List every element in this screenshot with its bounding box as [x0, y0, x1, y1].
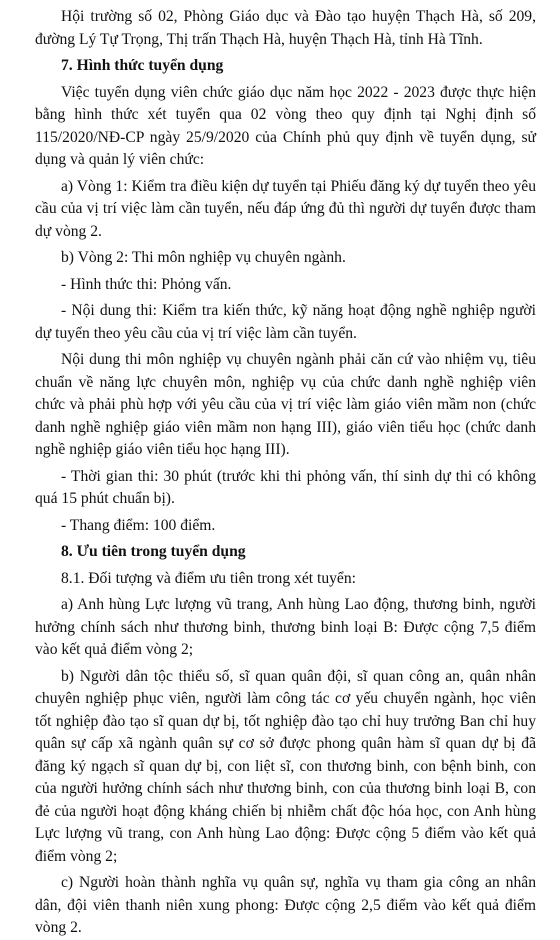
- section-8-heading: 8. Ưu tiên trong tuyển dụng: [61, 543, 246, 560]
- priority-item-c: c) Người hoàn thành nghĩa vụ quân sự, nghĩa vụ tham gia công an nhân dân, đội viên thanh niên xung phong: Được cộng 2,5 điểm vào kết quả điểm vòng 2.: [35, 874, 536, 936]
- exam-scale-paragraph: - Thang điểm: 100 điểm.: [61, 516, 216, 534]
- round-2-paragraph: b) Vòng 2: Thi môn nghiệp vụ chuyên ngành.: [61, 249, 346, 266]
- priority-item-b: b) Người dân tộc thiểu số, sĩ quan quân đội, sĩ quan công an, quân nhân chuyên nghiệp phục viên, người làm công tác cơ yếu chuyển ngành, học viên tốt nghiệp đào tạo sĩ quan dự bị, tốt nghiệp đào tạo chỉ huy trưởng Ban chỉ huy quân sự cấp xã ngành quân sự cơ sở được phong quân hàm sĩ quan dự bị đã đăng ký ngạch sĩ quan dự bị, con liệt sĩ, con thương binh, con bệnh binh, con của người hưởng chính sách như thương binh, con của thương binh loại B, con đẻ của người hoạt động kháng chiến bị nhiễm chất độc hóa học, con Anh hùng Lực lượng vũ trang, con Anh hùng Lao động: Được cộng 5 điểm vào kết quả điểm vòng 2;: [35, 667, 536, 865]
- exam-content-detail-paragraph: Nội dung thi môn nghiệp vụ chuyên ngành phải căn cứ vào nhiệm vụ, tiêu chuẩn về năng lực chuyên môn, nghiệp vụ của chức danh nghề nghiệp viên chức và phải phù hợp với yêu cầu của vị trí việc làm giáo viên mầm non (chức danh nghề nghiệp giáo viên mầm non hạng III), giáo viên tiểu học (chức danh nghề nghiệp giáo viên tiểu học hạng III).: [35, 351, 536, 458]
- continued-paragraph: Hội trường số 02, Phòng Giáo dục và Đào tạo huyện Thạch Hà, số 209, đường Lý Tự Trọng, Thị trấn Thạch Hà, huyện Thạch Hà, tỉnh Hà Tĩnh.: [35, 8, 536, 48]
- section-7-heading: 7. Hình thức tuyển dụng: [61, 57, 224, 74]
- exam-time-paragraph: - Thời gian thi: 30 phút (trước khi thi phỏng vấn, thí sinh dự thi có không quá 15 phút chuẩn bị).: [35, 467, 536, 507]
- exam-form-paragraph: - Hình thức thi: Phỏng vấn.: [61, 275, 232, 293]
- section-7-intro: Việc tuyển dụng viên chức giáo dục năm học 2022 - 2023 được thực hiện bằng hình thức xét tuyển qua 02 vòng theo quy định tại Nghị định số 115/2020/NĐ-CP ngày 25/9/2020 của Chính phủ quy định về tuyển dụng, sử dụng và quản lý viên chức:: [35, 83, 536, 168]
- round-1-paragraph: a) Vòng 1: Kiểm tra điều kiện dự tuyển tại Phiếu đăng ký dự tuyển theo yêu cầu của vị trí việc làm cần tuyển, nếu đáp ứng đủ thì người dự tuyển được tham dự vòng 2.: [35, 177, 536, 240]
- priority-item-a: a) Anh hùng Lực lượng vũ trang, Anh hùng Lao động, thương binh, người hưởng chính sách như thương binh, thương binh loại B: Được cộng 7,5 điểm vào kết quả điểm vòng 2;: [35, 596, 536, 658]
- section-8-1-paragraph: 8.1. Đối tượng và điểm ưu tiên trong xét tuyển:: [61, 569, 356, 587]
- exam-content-paragraph: - Nội dung thi: Kiểm tra kiến thức, kỹ năng hoạt động nghề nghiệp người dự tuyển theo yêu cầu của vị trí việc làm cần tuyển.: [35, 302, 536, 342]
